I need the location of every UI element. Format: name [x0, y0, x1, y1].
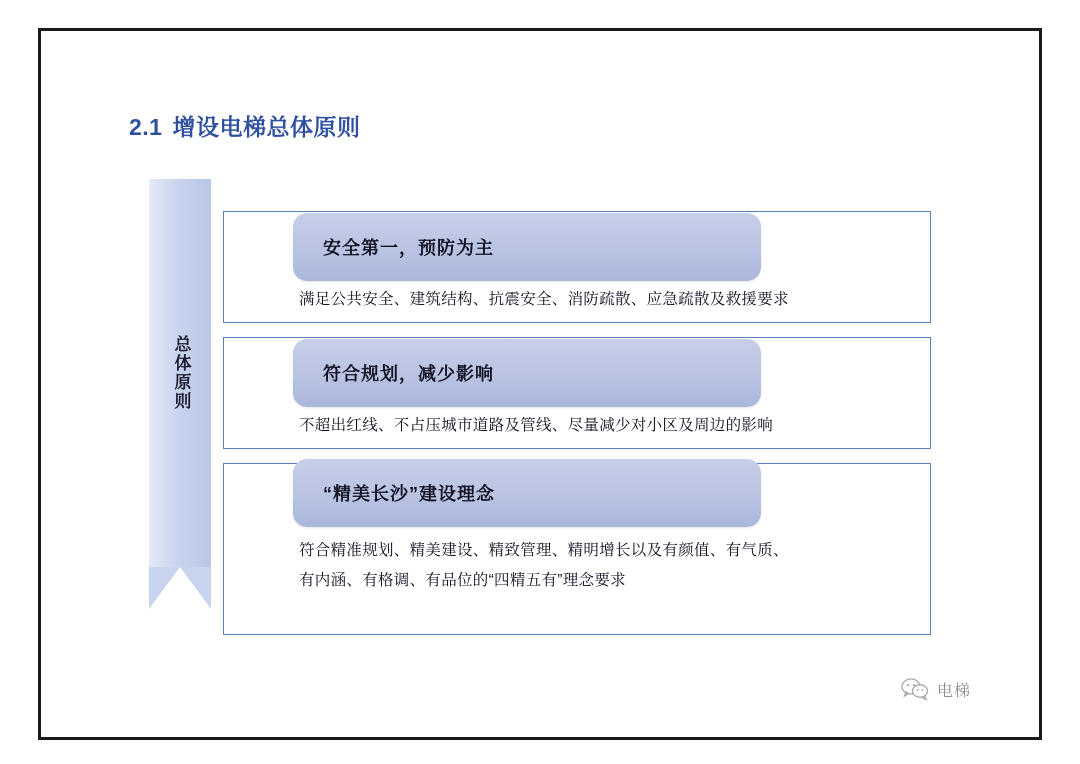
watermark [901, 677, 971, 701]
principle-description-1 [299, 285, 929, 315]
page-title [129, 109, 360, 142]
watermark-text: 电梯 [936, 682, 971, 700]
page-title-number: 2.1 [129, 114, 163, 140]
left-arrow-label-text: 总体原则 [171, 335, 191, 411]
principle-heading-text-1: 安全第一，预防为主 [323, 238, 494, 258]
left-arrow-label [149, 179, 211, 567]
principle-description-line: 有内涵、有格调、有品位的“四精五有”理念要求 [299, 572, 626, 589]
principle-description-3 [299, 536, 929, 596]
left-arrow-tip [149, 567, 211, 609]
principle-heading-chip-2 [293, 339, 761, 407]
principle-heading-text-3: “精美长沙”建设理念 [323, 484, 495, 504]
wechat-icon [901, 677, 929, 701]
principle-heading-chip-1 [293, 213, 761, 281]
principle-description-line: 不超出红线、不占压城市道路及管线、尽量减少对小区及周边的影响 [299, 417, 774, 434]
principle-heading-chip-3 [293, 459, 761, 527]
principle-description-line: 符合精准规划、精美建设、精致管理、精明增长以及有颜值、有气质、 [299, 542, 789, 559]
page-title-text: 增设电梯总体原则 [172, 114, 361, 140]
principle-description-line: 满足公共安全、建筑结构、抗震安全、消防疏散、应急疏散及救援要求 [299, 291, 789, 308]
principle-description-2 [299, 411, 929, 441]
principle-heading-text-2: 符合规划，减少影响 [323, 364, 494, 384]
left-arrow-band [149, 179, 211, 609]
slide-frame [38, 28, 1042, 740]
